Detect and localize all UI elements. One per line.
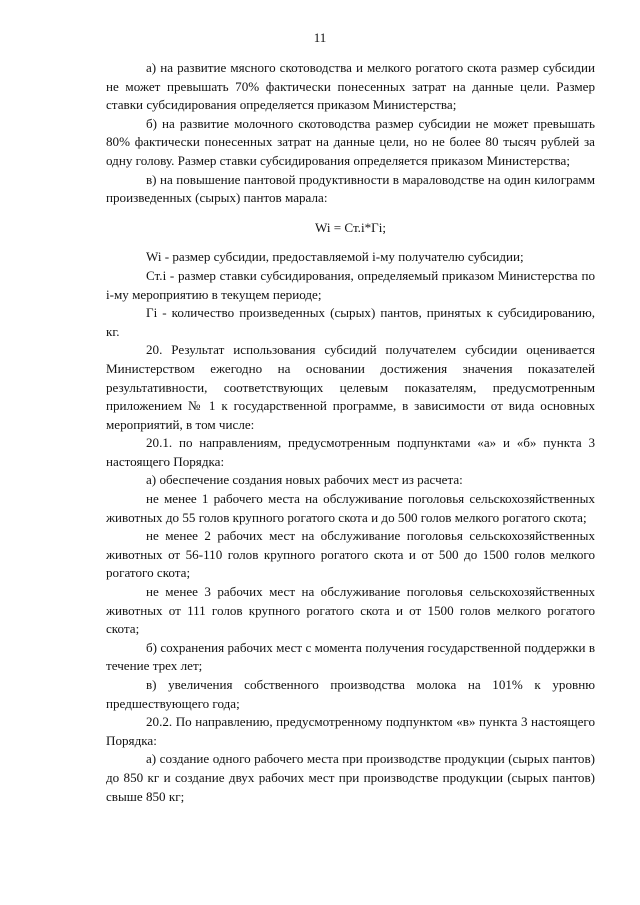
paragraph-20-1-v: в) увеличения собственного производства молока на 101% к уровню предшествующего года; [106,677,595,711]
paragraph-20-1-a: а) обеспечение создания новых рабочих мест из расчета: [146,472,463,488]
paragraph-a-meat-cattle: а) на развитие мясного скотоводства и мелкого рогатого скота размер субсидии не может превышать 70% фактически понесенных затрат на данные цели. Размер ставки субсидирования определяется приказом Министерства; [106,60,595,113]
definition-wi: Wi - размер субсидии, предоставляемой i-му получателю субсидии; [146,249,524,265]
definition-g: Гi - количество произведенных (сырых) пантов, принятых к субсидированию, кг. [106,305,595,339]
definition-st: Ст.i - размер ставки субсидирования, определяемый приказом Министерства по i-му мероприятию в текущем периоде; [106,267,595,302]
paragraph-20-1: 20.1. по направлениям, предусмотренным подпунктами «а» и «б» пункта 3 настоящего Порядка: [106,435,595,469]
paragraph-jobs-3: не менее 3 рабочих мест на обслуживание поголовья сельскохозяйственных животных от 111 голов крупного рогатого скота и от 1500 голов мелкого рогатого скота; [106,584,595,637]
paragraph-20-1-b: б) сохранения рабочих мест с момента получения государственной поддержки в течение трех лет; [106,639,595,674]
paragraph-jobs-1: не менее 1 рабочего места на обслуживание поголовья сельскохозяйственных животных до 55 голов крупного рогатого скота и до 500 голов мелкого рогатого скота; [106,491,595,525]
paragraph-jobs-2: не менее 2 рабочих мест на обслуживание поголовья сельскохозяйственных животных от 56-110 голов крупного рогатого скота и от 500 до 1500 голов мелкого рогатого скота; [106,528,595,581]
paragraph-20: 20. Результат использования субсидий получателем субсидии оценивается Министерством ежегодно на основании достижения значения показателей результативности, соответствующих целевым показателям, предусмотренным приложением № 1 к государственной программе, в зависимости от вида основных мероприятий, в том числе: [106,342,595,432]
paragraph-20-2: 20.2. По направлению, предусмотренному подпунктом «в» пункта 3 настоящего Порядка: [106,714,595,748]
paragraph-20-2-a: а) создание одного рабочего места при производстве продукции (сырых пантов) до 850 кг и создание двух рабочих мест при производстве продукции (сырых пантов) свыше 850 кг; [106,751,595,804]
subsidy-formula: Wi = Ст.i*Гi; [314,219,386,235]
paragraph-b-dairy-cattle: б) на развитие молочного скотоводства размер субсидии не может превышать 80% фактически понесенных затрат на данные цели, но не более 80 тысяч рублей за одну голову. Размер ставки субсидирования определяется приказом Министерства; [106,115,595,168]
paragraph-v-antler: в) на повышение пантовой продуктивности в мараловодстве на один килограмм произведенных (сырых) пантов марала: [106,171,595,206]
document-body [106,59,595,806]
page-number: 11 [313,30,327,45]
